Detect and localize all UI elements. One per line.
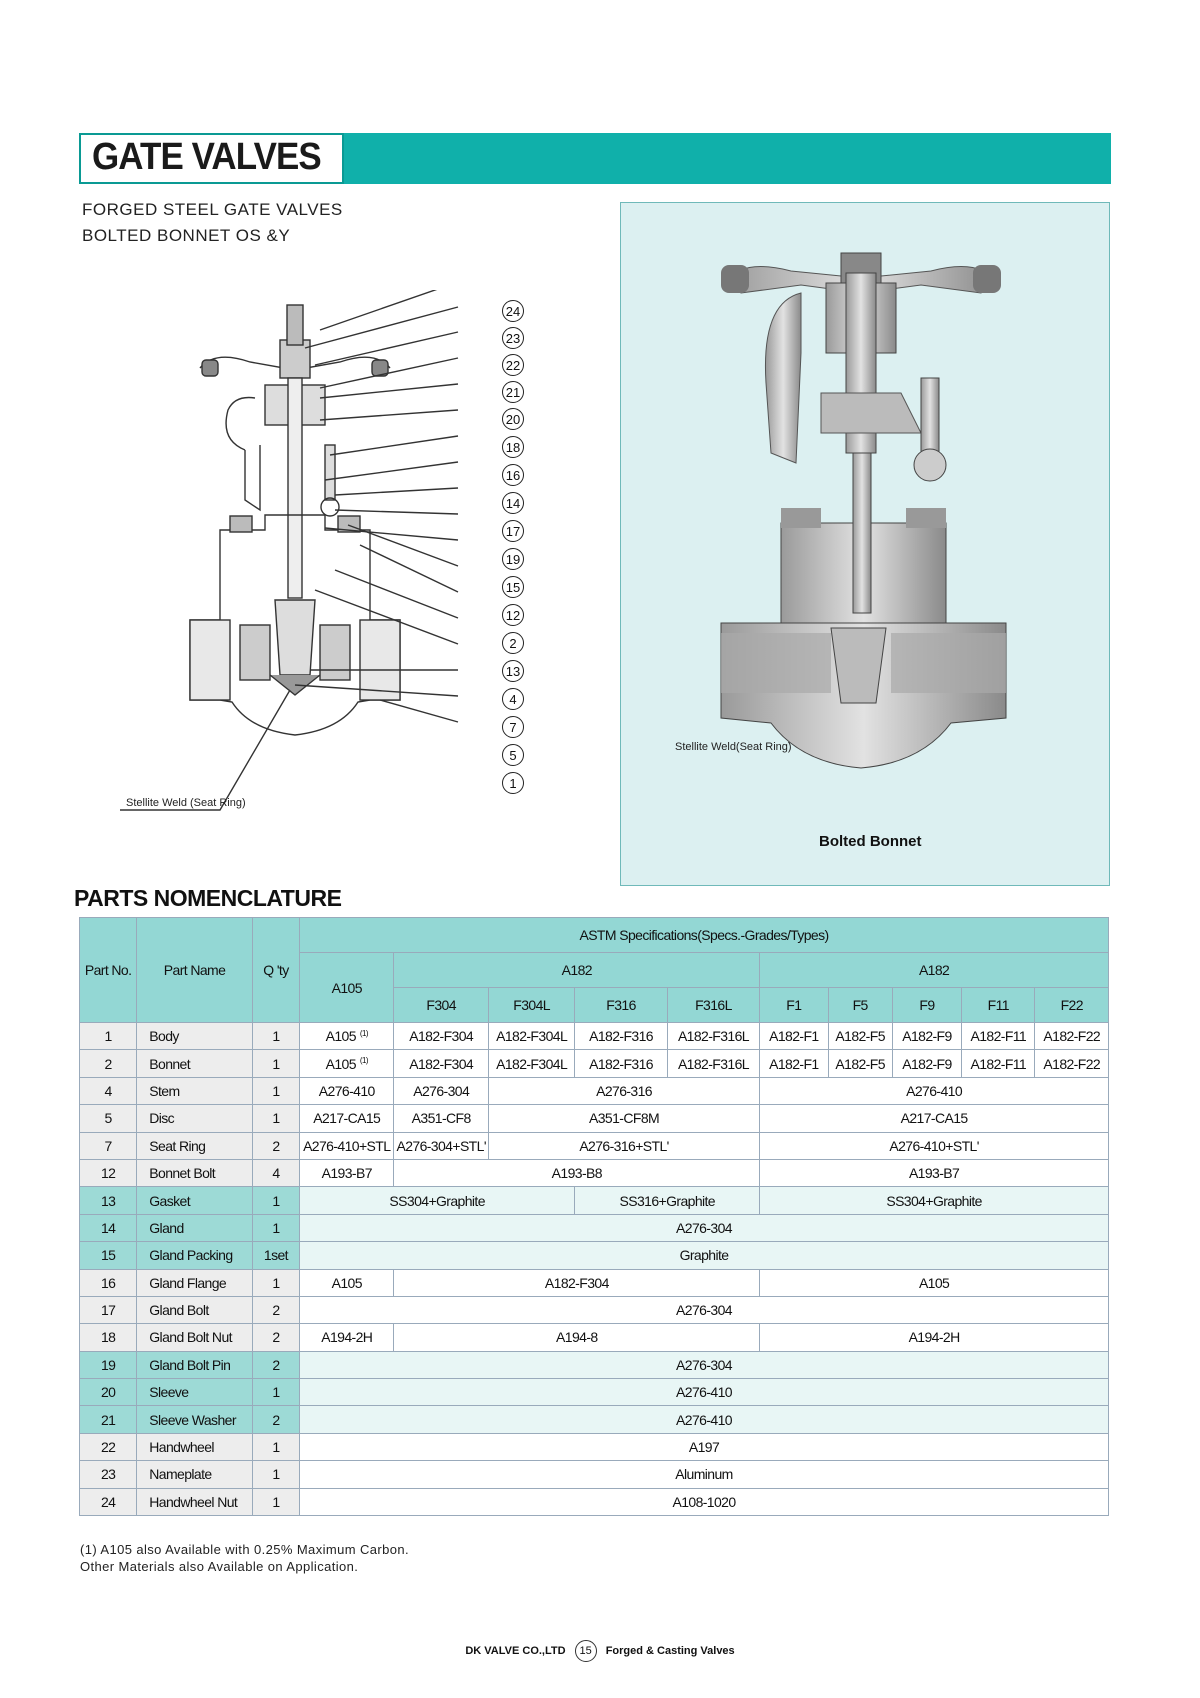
material-cell bbox=[394, 1105, 488, 1132]
material-text: A351-CF8 bbox=[411, 1110, 471, 1127]
material-text: A105 bbox=[331, 1274, 362, 1291]
quantity-cell: 1set bbox=[252, 1242, 299, 1269]
parts-table-body bbox=[80, 1023, 1109, 1516]
material-cell bbox=[575, 1187, 760, 1214]
table-row bbox=[80, 1433, 1109, 1460]
quantity-cell: 4 bbox=[252, 1159, 299, 1186]
material-text: A276-410+STL' bbox=[889, 1137, 979, 1154]
quantity-cell: 1 bbox=[252, 1077, 299, 1104]
material-cell bbox=[962, 1050, 1035, 1077]
quantity-cell: 1 bbox=[252, 1488, 299, 1515]
material-text: A182-F5 bbox=[835, 1055, 885, 1072]
header-grade: F1 bbox=[760, 988, 828, 1023]
parts-section-title: PARTS NOMENCLATURE bbox=[74, 885, 342, 911]
subtitle-line-1: FORGED STEEL GATE VALVES bbox=[82, 200, 343, 219]
material-text: A351-CF8M bbox=[589, 1110, 660, 1127]
material-cell bbox=[488, 1023, 574, 1050]
material-text: A182-F22 bbox=[1043, 1028, 1101, 1045]
part-number-cell: 23 bbox=[80, 1461, 137, 1488]
footnote-marker: (1) bbox=[359, 1028, 368, 1038]
part-number-cell: 1 bbox=[80, 1023, 137, 1050]
valve-section-drawing bbox=[120, 290, 540, 820]
material-text: A276-410 bbox=[906, 1082, 963, 1099]
part-name-cell: Bonnet bbox=[137, 1050, 253, 1077]
callout-1: 1 bbox=[502, 772, 524, 794]
material-text: A276-410 bbox=[318, 1082, 375, 1099]
quantity-cell: 1 bbox=[252, 1050, 299, 1077]
page-title: GATE VALVES bbox=[92, 136, 321, 178]
material-text: A182-F304L bbox=[496, 1028, 568, 1045]
table-row bbox=[80, 1379, 1109, 1406]
header-part-no: Part No. bbox=[80, 918, 137, 1023]
material-text: A182-F9 bbox=[902, 1028, 952, 1045]
material-text: A105 bbox=[325, 1055, 356, 1072]
material-text: A276-316 bbox=[596, 1082, 652, 1099]
material-cell bbox=[300, 1269, 394, 1296]
material-cell bbox=[828, 1023, 892, 1050]
part-name-cell: Handwheel Nut bbox=[137, 1488, 253, 1515]
table-row bbox=[80, 1214, 1109, 1241]
material-text: A217-CA15 bbox=[900, 1110, 968, 1127]
material-text: A182-F304L bbox=[496, 1055, 568, 1072]
material-text: Aluminum bbox=[675, 1466, 733, 1483]
header-astm: ASTM Specifications(Specs.-Grades/Types) bbox=[300, 918, 1109, 953]
material-text: A197 bbox=[688, 1439, 720, 1456]
material-cell bbox=[300, 1433, 1109, 1460]
material-cell bbox=[300, 1159, 394, 1186]
callout-13: 13 bbox=[502, 660, 524, 682]
part-number-cell: 24 bbox=[80, 1488, 137, 1515]
header-grade: F22 bbox=[1035, 988, 1109, 1023]
quantity-cell: 2 bbox=[252, 1351, 299, 1378]
footer-company: DK VALVE CO.,LTD bbox=[465, 1644, 566, 1657]
cutaway-illustration bbox=[621, 203, 1109, 885]
part-number-cell: 22 bbox=[80, 1433, 137, 1460]
material-cell bbox=[300, 1296, 1109, 1323]
material-cell bbox=[300, 1488, 1109, 1515]
material-cell bbox=[394, 1023, 488, 1050]
part-name-cell: Handwheel bbox=[137, 1433, 253, 1460]
part-name-cell: Gasket bbox=[137, 1187, 253, 1214]
part-number-cell: 12 bbox=[80, 1159, 137, 1186]
part-number-cell: 18 bbox=[80, 1324, 137, 1351]
quantity-cell: 2 bbox=[252, 1296, 299, 1323]
callout-15: 15 bbox=[502, 576, 524, 598]
part-number-cell: 16 bbox=[80, 1269, 137, 1296]
quantity-cell: 1 bbox=[252, 1105, 299, 1132]
part-number-cell: 20 bbox=[80, 1379, 137, 1406]
part-number-cell: 7 bbox=[80, 1132, 137, 1159]
part-number-cell: 19 bbox=[80, 1351, 137, 1378]
material-cell bbox=[760, 1132, 1109, 1159]
material-text: A193-B8 bbox=[551, 1165, 602, 1182]
material-cell bbox=[488, 1132, 759, 1159]
quantity-cell: 1 bbox=[252, 1269, 299, 1296]
material-cell bbox=[667, 1050, 759, 1077]
callout-4: 4 bbox=[502, 688, 524, 710]
quantity-cell: 2 bbox=[252, 1132, 299, 1159]
material-cell bbox=[488, 1077, 759, 1104]
material-cell bbox=[760, 1324, 1109, 1351]
material-text: A108-1020 bbox=[672, 1493, 736, 1510]
part-name-cell: Body bbox=[137, 1023, 253, 1050]
material-cell bbox=[394, 1050, 488, 1077]
material-text: A276-304 bbox=[413, 1082, 470, 1099]
part-name-cell: Gland Bolt bbox=[137, 1296, 253, 1323]
stellite-weld-label-left: Stellite Weld (Seat Ring) bbox=[126, 797, 246, 809]
footnote-marker: (1) bbox=[359, 1055, 368, 1065]
part-name-cell: Gland Bolt Nut bbox=[137, 1324, 253, 1351]
material-cell bbox=[300, 1461, 1109, 1488]
footnote-1: (1) A105 also Available with 0.25% Maximum Carbon. bbox=[80, 1542, 410, 1557]
part-name-cell: Gland Bolt Pin bbox=[137, 1351, 253, 1378]
material-cell bbox=[300, 1214, 1109, 1241]
material-text: A217-CA15 bbox=[313, 1110, 381, 1127]
material-cell bbox=[300, 1077, 394, 1104]
quantity-cell: 2 bbox=[252, 1406, 299, 1433]
material-text: A182-F316 bbox=[589, 1028, 653, 1045]
part-number-cell: 15 bbox=[80, 1242, 137, 1269]
material-text: A182-F11 bbox=[970, 1028, 1027, 1045]
material-text: A182-F304 bbox=[409, 1055, 474, 1072]
header-grade: F11 bbox=[962, 988, 1035, 1023]
callout-2: 2 bbox=[502, 632, 524, 654]
part-name-cell: Nameplate bbox=[137, 1461, 253, 1488]
subtitle-line-2: BOLTED BONNET OS &Y bbox=[82, 226, 291, 245]
material-text: A276-316+STL' bbox=[579, 1137, 669, 1154]
material-cell bbox=[760, 1050, 828, 1077]
material-text: A105 bbox=[918, 1274, 950, 1291]
material-text: A182-F1 bbox=[769, 1055, 819, 1072]
material-cell bbox=[300, 1351, 1109, 1378]
header-grade: F304L bbox=[488, 988, 574, 1023]
part-name-cell: Gland Flange bbox=[137, 1269, 253, 1296]
material-text: A182-F316L bbox=[677, 1055, 749, 1072]
material-text: A182-F22 bbox=[1043, 1055, 1101, 1072]
material-cell bbox=[962, 1023, 1035, 1050]
photo-caption: Bolted Bonnet bbox=[819, 833, 922, 850]
material-text: A276-304 bbox=[676, 1219, 732, 1236]
material-text: A194-8 bbox=[556, 1329, 598, 1346]
quantity-cell: 1 bbox=[252, 1023, 299, 1050]
material-cell bbox=[575, 1050, 667, 1077]
material-cell bbox=[300, 1324, 394, 1351]
part-name-cell: Sleeve Washer bbox=[137, 1406, 253, 1433]
table-row bbox=[80, 1406, 1109, 1433]
part-name-cell: Sleeve bbox=[137, 1379, 253, 1406]
table-row bbox=[80, 1050, 1109, 1077]
material-text: A182-F316L bbox=[677, 1028, 749, 1045]
material-cell bbox=[892, 1023, 961, 1050]
header-part-name: Part Name bbox=[137, 918, 253, 1023]
header-grade: F316L bbox=[667, 988, 759, 1023]
material-text: A276-410 bbox=[676, 1384, 732, 1401]
table-row bbox=[80, 1077, 1109, 1104]
table-row bbox=[80, 1187, 1109, 1214]
table-row bbox=[80, 1132, 1109, 1159]
callout-16: 16 bbox=[502, 464, 524, 486]
material-cell bbox=[488, 1105, 759, 1132]
page-footer bbox=[0, 1640, 1200, 1662]
material-cell bbox=[760, 1269, 1109, 1296]
material-text: A193-B7 bbox=[321, 1165, 372, 1182]
material-text: A276-304 bbox=[676, 1356, 732, 1373]
table-row bbox=[80, 1461, 1109, 1488]
material-text: A182-F316 bbox=[589, 1055, 653, 1072]
material-text: A194-2H bbox=[321, 1329, 373, 1346]
callout-23: 23 bbox=[502, 327, 524, 349]
part-name-cell: Gland bbox=[137, 1214, 253, 1241]
header-grade: F304 bbox=[394, 988, 488, 1023]
header-grade: F316 bbox=[575, 988, 667, 1023]
material-cell bbox=[575, 1023, 667, 1050]
table-row bbox=[80, 1023, 1109, 1050]
material-cell bbox=[760, 1077, 1109, 1104]
material-text: A182-F1 bbox=[769, 1028, 819, 1045]
part-number-cell: 5 bbox=[80, 1105, 137, 1132]
footer-section: Forged & Casting Valves bbox=[605, 1644, 735, 1657]
material-cell bbox=[760, 1105, 1109, 1132]
callout-21: 21 bbox=[502, 381, 524, 403]
header-a182-austenitic: A182 bbox=[394, 953, 760, 988]
part-number-cell: 14 bbox=[80, 1214, 137, 1241]
header-qty: Q 'ty bbox=[252, 918, 299, 1023]
callout-12: 12 bbox=[502, 604, 524, 626]
material-cell bbox=[394, 1132, 488, 1159]
callout-17: 17 bbox=[502, 520, 524, 542]
material-cell bbox=[488, 1050, 574, 1077]
material-cell bbox=[394, 1324, 760, 1351]
table-row bbox=[80, 1269, 1109, 1296]
part-number-cell: 13 bbox=[80, 1187, 137, 1214]
material-cell bbox=[394, 1269, 760, 1296]
page-number: 15 bbox=[575, 1640, 597, 1662]
material-cell bbox=[667, 1023, 759, 1050]
material-cell bbox=[760, 1023, 828, 1050]
part-number-cell: 4 bbox=[80, 1077, 137, 1104]
quantity-cell: 2 bbox=[252, 1324, 299, 1351]
material-text: A194-2H bbox=[908, 1329, 960, 1346]
parts-table bbox=[79, 917, 1109, 1516]
material-text: SS304+Graphite bbox=[886, 1192, 982, 1209]
header-a182-alloy: A182 bbox=[760, 953, 1109, 988]
material-cell bbox=[300, 1105, 394, 1132]
material-cell bbox=[828, 1050, 892, 1077]
callout-7: 7 bbox=[502, 716, 524, 738]
material-cell bbox=[300, 1187, 575, 1214]
quantity-cell: 1 bbox=[252, 1379, 299, 1406]
callout-19: 19 bbox=[502, 548, 524, 570]
material-text: A276-304 bbox=[676, 1302, 732, 1319]
stellite-weld-label-right: Stellite Weld(Seat Ring) bbox=[675, 741, 792, 753]
table-row bbox=[80, 1242, 1109, 1269]
table-row bbox=[80, 1351, 1109, 1378]
callout-22: 22 bbox=[502, 354, 524, 376]
quantity-cell: 1 bbox=[252, 1461, 299, 1488]
material-cell bbox=[300, 1050, 394, 1077]
part-number-cell: 2 bbox=[80, 1050, 137, 1077]
material-cell bbox=[394, 1159, 760, 1186]
material-text: A276-410+STL bbox=[303, 1137, 391, 1154]
table-row bbox=[80, 1105, 1109, 1132]
part-name-cell: Seat Ring bbox=[137, 1132, 253, 1159]
header-grade: F9 bbox=[892, 988, 961, 1023]
material-cell bbox=[300, 1406, 1109, 1433]
part-name-cell: Disc bbox=[137, 1105, 253, 1132]
material-cell bbox=[300, 1132, 394, 1159]
material-text: A182-F304 bbox=[409, 1028, 474, 1045]
material-text: A182-F11 bbox=[970, 1055, 1027, 1072]
table-row bbox=[80, 1488, 1109, 1515]
material-cell bbox=[394, 1077, 488, 1104]
material-cell bbox=[1035, 1023, 1109, 1050]
material-text: A276-410 bbox=[676, 1411, 732, 1428]
material-cell bbox=[300, 1023, 394, 1050]
material-text: A193-B7 bbox=[908, 1165, 960, 1182]
table-row bbox=[80, 1296, 1109, 1323]
material-text: A105 bbox=[325, 1028, 356, 1045]
quantity-cell: 1 bbox=[252, 1187, 299, 1214]
part-name-cell: Bonnet Bolt bbox=[137, 1159, 253, 1186]
header-grade: F5 bbox=[828, 988, 892, 1023]
material-text: SS316+Graphite bbox=[619, 1192, 715, 1209]
material-text: A276-304+STL' bbox=[396, 1137, 486, 1154]
callout-14: 14 bbox=[502, 492, 524, 514]
table-row bbox=[80, 1324, 1109, 1351]
callout-18: 18 bbox=[502, 436, 524, 458]
table-row bbox=[80, 1159, 1109, 1186]
part-name-cell: Stem bbox=[137, 1077, 253, 1104]
callout-24: 24 bbox=[502, 300, 524, 322]
material-cell bbox=[300, 1242, 1109, 1269]
material-cell bbox=[760, 1159, 1109, 1186]
material-text: A182-F5 bbox=[835, 1028, 885, 1045]
material-cell bbox=[1035, 1050, 1109, 1077]
material-text: Graphite bbox=[679, 1247, 729, 1264]
material-text: SS304+Graphite bbox=[389, 1192, 485, 1209]
cutaway-photo-panel bbox=[620, 202, 1110, 886]
quantity-cell: 1 bbox=[252, 1214, 299, 1241]
part-number-cell: 17 bbox=[80, 1296, 137, 1323]
part-number-cell: 21 bbox=[80, 1406, 137, 1433]
material-text: A182-F304 bbox=[544, 1274, 609, 1291]
callout-5: 5 bbox=[502, 744, 524, 766]
material-cell bbox=[760, 1187, 1109, 1214]
callout-20: 20 bbox=[502, 408, 524, 430]
part-name-cell: Gland Packing bbox=[137, 1242, 253, 1269]
material-cell bbox=[892, 1050, 961, 1077]
material-cell bbox=[300, 1379, 1109, 1406]
header-a105: A105 bbox=[300, 953, 394, 1023]
material-text: A182-F9 bbox=[902, 1055, 952, 1072]
quantity-cell: 1 bbox=[252, 1433, 299, 1460]
footnote-2: Other Materials also Available on Application. bbox=[80, 1559, 359, 1574]
